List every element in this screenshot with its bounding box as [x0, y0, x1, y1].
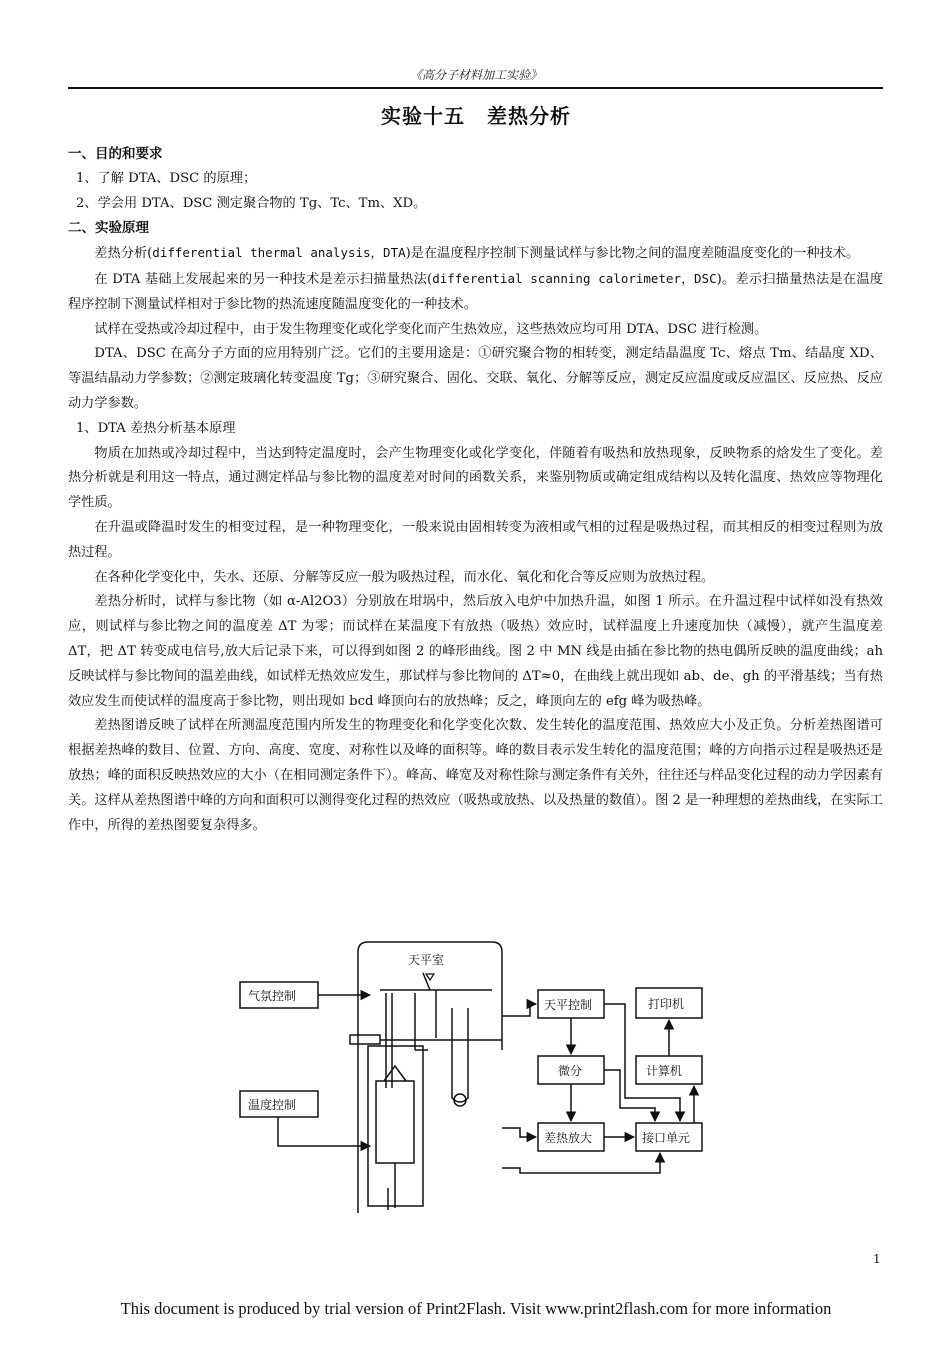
- label-temperature-control: 温度控制: [248, 1098, 297, 1112]
- paragraph-dta-definition: 差热分析(differential thermal analysis，DTA)是在温度程序控制下测量试样与参比物之间的温度差随温度变化的一种技术。: [94, 245, 860, 262]
- paragraph-dta-procedure: 差热分析时，试样与参比物（如 α-Al2O3）分别放在坩埚中，然后放入电炉中加热升温，如图 1 所示。在升温过程中试样如没有热效应，则试样与参比物之间的温度差 ΔT 为零；而试样在某温度下有放热（吸热）效应时，试样温度上升速度加快（减慢），就产生温度差 ΔT，把 ΔT 转变成电信号,放大后记录下来，可以得到如图 2 的峰形曲线。图 2 中 MN 线是由插在参比物的热电偶所反映的温度曲线；ah 反映试样与参比物间的温差曲线，如试样无热效应发生，那试样与参比物间的 ΔT≈0，在曲线上就出现如 ab、de、gh 的平滑基线；当有热效应发生而使试样的温度高于参比物，则出现如 bcd 峰顶向右的放热峰；反之，峰顶向左的 efg 峰为吸热峰。: [68, 594, 883, 709]
- objective-item-2: 2、学会用 DTA、DSC 测定聚合物的 Tg、Tc、Tm、XD。: [76, 195, 427, 211]
- paragraph-chemical-change: 在各种化学变化中，失水、还原、分解等反应一般为吸热过程，而水化、氧化和化合等反应则为放热过程。: [94, 569, 715, 585]
- paragraph-phase-change: 在升温或降温时发生的相变过程，是一种物理变化，一般来说由固相转变为液相或气相的过程是吸热过程，而其相反的相变过程则为放热过程。: [68, 519, 883, 560]
- label-printer: 打印机: [648, 997, 685, 1011]
- paragraph-dsc-definition: 在 DTA 基础上发展起来的另一种技术是差示扫描量热法(differential scanning calorimeter，DSC)。差示扫描量热法是在温度程序控制下测量试样相对于参比物的热流速度随温度变化的一种技术。: [68, 270, 883, 312]
- label-balance-control: 天平控制: [544, 998, 593, 1012]
- label-differential: 微分: [558, 1064, 583, 1078]
- label-atmosphere-control: 气氛控制: [248, 989, 297, 1003]
- running-header: 《高分子材料加工实验》: [409, 68, 542, 82]
- document-body: [68, 142, 883, 838]
- paragraph-dta-curve: 差热图谱反映了试样在所测温度范围内所发生的物理变化和化学变化次数、发生转化的温度范围、热效应大小及正负。分析差热图谱可根据差热峰的数目、位置、方向、高度、宽度、对称性以及峰的面积等。峰的数目表示发生转化的温度范围；峰的方向指示过程是吸热还是放热；峰的面积反映热效应的大小（在相同测定条件下）。峰高、峰宽及对称性除与测定条件有关外，往往还与样品变化过程的动力学因素有关。这样从差热图谱中峰的方向和面积可以测得变化过程的热效应（吸热或放热、以及热量的数值）。图 2 是一种理想的差热曲线，在实际工作中，所得的差热图要复杂得多。: [68, 718, 883, 833]
- label-balance-chamber: 天平室: [408, 953, 445, 967]
- page-title: [0, 100, 952, 129]
- label-dta-amplifier: 差热放大: [544, 1131, 593, 1145]
- objective-item-1: 1、了解 DTA、DSC 的原理；: [76, 170, 257, 186]
- trial-watermark-footer: This document is produced by trial version of Print2Flash. Visit www.print2flash.com for more information: [120, 1299, 832, 1318]
- section-heading-objectives: 一、目的和要求: [68, 146, 163, 162]
- label-computer: 计算机: [646, 1064, 683, 1078]
- section-heading-principle: 二、实验原理: [68, 220, 149, 237]
- title-number: 实验十五: [381, 104, 465, 128]
- paragraph-dta-basis: 物质在加热或冷却过程中，当达到特定温度时，会产生物理变化或化学变化，伴随着有吸热和放热现象，反映物系的焓发生了变化。差热分析就是利用这一特点，通过测定样品与参比物的温度差对时间的函数关系，来鉴别物质或确定组成结构以及转化温度、热效应等物理化学性质。: [68, 445, 883, 511]
- label-interface-unit: 接口单元: [642, 1131, 691, 1145]
- header-rule: [68, 87, 883, 89]
- paragraph-applications: DTA、DSC 在高分子方面的应用特别广泛。它们的主要用途是：①研究聚合物的相转变，测定结晶温度 Tc、熔点 Tm、结晶度 XD、等温结晶动力学参数；②测定玻璃化转变温度 Tg；③研究聚合、固化、交联、氧化、分解等反应，测定反应温度或反应温区、反应热、反应动力学参数。: [68, 346, 883, 411]
- page-number: 1: [873, 1252, 881, 1266]
- subsection-heading-dta: 1、DTA 差热分析基本原理: [76, 420, 236, 436]
- paragraph-thermal-effects: 试样在受热或冷却过程中，由于发生物理变化或化学变化而产生热效应，这些热效应均可用 DTA、DSC 进行检测。: [94, 321, 768, 337]
- thermal-analyzer-diagram: [230, 938, 730, 1228]
- title-name: 差热分析: [487, 104, 571, 128]
